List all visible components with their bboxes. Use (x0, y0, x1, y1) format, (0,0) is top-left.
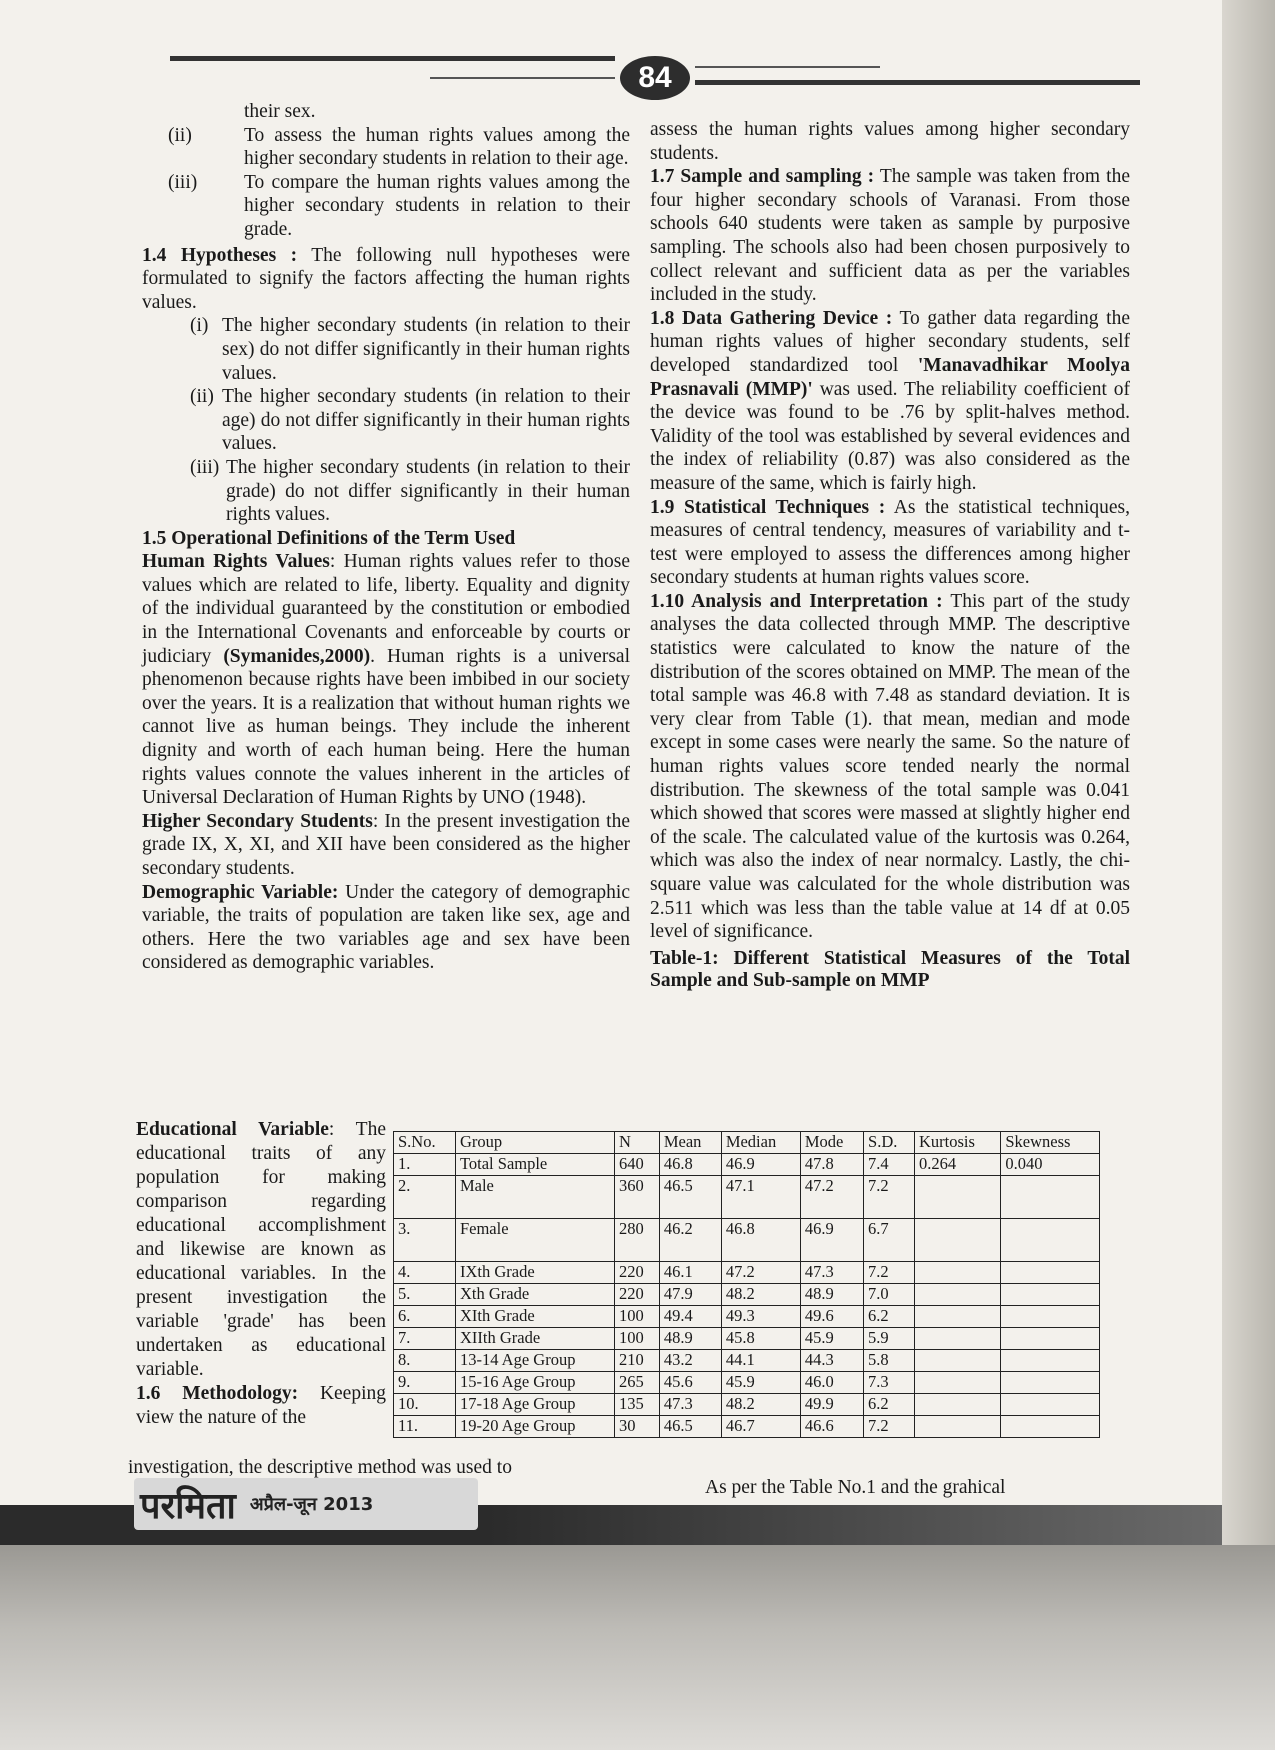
table-row: 6. XIth Grade 100 49.4 49.3 49.6 6.2 (394, 1306, 1100, 1328)
page-edge-shadow (1222, 0, 1275, 1545)
table-row: 3. Female 280 46.2 46.8 46.9 6.7 (394, 1219, 1100, 1262)
table-row: 10. 17-18 Age Group 135 47.3 48.2 49.9 6.2 (394, 1394, 1100, 1416)
table-row: 7. XIIth Grade 100 48.9 45.8 45.9 5.9 (394, 1328, 1100, 1350)
methodology-last-line: investigation, the descriptive method was used to (128, 1457, 512, 1478)
statistics-paragraph: 1.9 Statistical Techniques : As the statistical techniques, measures of central tendency, measures of variability and t-test were employed to assess the differences among higher secondary students at human rights values score. (650, 496, 1130, 589)
objective-ii: (ii) To assess the human rights values among the higher secondary students in relation to their age. (168, 124, 630, 170)
hypothesis-1: (i) The higher secondary students (in relation to their sex) do not differ significantly in their human rights values. (190, 315, 630, 384)
page-number: 84 (620, 56, 690, 100)
right-column (650, 118, 1130, 992)
left-narrow-column (136, 1118, 386, 1430)
device-paragraph: 1.8 Data Gathering Device : To gather data regarding the human rights values of higher secondary students, self developed standardized tool 'Manavadhikar Moolya Prasnavali (MMP)' was used. The reliability coefficient of the device was found to be .76 by split-halves method. Validity of the tool was established by several evidences and the index of reliability (0.87) was also considered as the measure of the same, which is fairly high. (650, 307, 1130, 494)
table-row: 1. Total Sample 640 46.8 46.9 47.8 7.4 0.264 0.040 (394, 1154, 1100, 1176)
header-cell: Skewness (1001, 1132, 1100, 1154)
header-cell: Mode (800, 1132, 863, 1154)
header-rule-left (170, 56, 615, 61)
table-title: Table-1: Different Statistical Measures of the Total Sample and Sub-sample on MMP (650, 947, 1130, 991)
table-header-row (394, 1132, 1100, 1154)
journal-logo (134, 1478, 478, 1530)
higher-secondary-paragraph: Higher Secondary Students: In the present investigation the grade IX, X, XI, and XII have been considered as the higher secondary students. (142, 810, 630, 879)
header-rule-right-thin (695, 66, 880, 68)
header-cell: Median (721, 1132, 800, 1154)
left-column (142, 100, 630, 975)
hypotheses-paragraph: 1.4 Hypotheses : The following null hypotheses were formulated to signify the factors affecting the human rights values. (142, 244, 631, 313)
right-last-line: As per the Table No.1 and the grahical (705, 1477, 1006, 1498)
header-cell: Mean (659, 1132, 721, 1154)
demographic-paragraph: Demographic Variable: Under the category of demographic variable, the traits of population are taken like sex, age and others. Here the two variables age and sex have been considered as demographic variables. (142, 881, 630, 974)
journal-brand: परमिता (140, 1485, 236, 1527)
table-row: 11. 19-20 Age Group 30 46.5 46.7 46.6 7.2 (394, 1416, 1100, 1438)
human-rights-values-paragraph: Human Rights Values: Human rights values refer to those values which are related to life, liberty. Equality and dignity of the individual guaranteed by the constitution or embodied in the International Covenants and enforceable by courts or judiciary (Symanides,2000). Human rights is a universal phenomenon because rights have been imbibed in our society over the years. It is a realization that without human rights we cannot live as human beings. They include the inherent dignity and worth of each human being. Here the human rights values connote the values inherent in the articles of Universal Declaration of Human Rights by UNO (1948). (142, 551, 630, 809)
educational-variable-paragraph: Educational Variable: The educational traits of any population for making comparison regarding educational accomplishment and likewise are known as educational variables. In the present investigation the variable 'grade' has been undertaken as educational variable. (136, 1119, 386, 1380)
objective-iii: (iii) To compare the human rights values among the higher secondary students in relation to their grade. (168, 171, 630, 240)
table-row: 8. 13-14 Age Group 210 43.2 44.1 44.3 5.8 (394, 1350, 1100, 1372)
issue-date: अप्रैल-जून 2013 (249, 1494, 374, 1515)
table-row: 4. IXth Grade 220 46.1 47.2 47.3 7.2 (394, 1262, 1100, 1284)
statistics-table (393, 1131, 1100, 1438)
header-cell: N (614, 1132, 659, 1154)
analysis-paragraph: 1.10 Analysis and Interpretation : This part of the study analyses the data collected through MMP. The descriptive statistics were calculated to know the nature of the distribution of the scores obtained on MMP. The mean of the total sample was 46.8 with 7.48 as standard deviation. It is very clear from Table (1). that mean, median and mode except in some cases were nearly the same. So the nature of human rights values score tended nearly the normal distribution. The skewness of the total sample was 0.041 which showed that scores were massed at slightly higher end of the scale. The calculated value of the kurtosis was 0.264, which was also the index of near normalcy. Lastly, the chi-square value was calculated for the whole distribution was 2.511 which was less than the table value at 14 df at 0.05 level of significance. (650, 590, 1130, 943)
scan-background (0, 1545, 1275, 1750)
table-row: 5. Xth Grade 220 47.9 48.2 48.9 7.0 (394, 1284, 1100, 1306)
table-row: 9. 15-16 Age Group 265 45.6 45.9 46.0 7.3 (394, 1372, 1100, 1394)
header-cell: Group (455, 1132, 614, 1154)
header-rule-left-thin (430, 77, 615, 79)
header-cell: Kurtosis (915, 1132, 1001, 1154)
table-row: 2. Male 360 46.5 47.1 47.2 7.2 (394, 1176, 1100, 1219)
header-cell: S.D. (864, 1132, 915, 1154)
header-cell: S.No. (394, 1132, 456, 1154)
sample-paragraph: 1.7 Sample and sampling : The sample was taken from the four higher secondary schools of Varanasi. From those schools 640 students were taken as sample by purposive sampling. The schools also had been chosen purposively to collect relevant and sufficient data as per the variables included in the study. (650, 166, 1130, 306)
methodology-paragraph: 1.6 Methodology: Keeping view the nature of the (136, 1383, 386, 1428)
hypothesis-3: (iii) The higher secondary students (in relation to their grade) do not differ significantly in their human rights values. (190, 456, 630, 526)
hypothesis-2: (ii) The higher secondary students (in relation to their age) do not differ significantly in their human rights values. (190, 386, 630, 455)
hypotheses-heading: 1.4 Hypotheses : (142, 244, 298, 266)
objective-continuation: assess the human rights values among higher secondary students. (650, 119, 1130, 164)
operational-definitions-heading: 1.5 Operational Definitions of the Term Used (142, 527, 516, 549)
header-rule-right (695, 80, 1140, 85)
objective-i-end: their sex. (244, 101, 316, 122)
